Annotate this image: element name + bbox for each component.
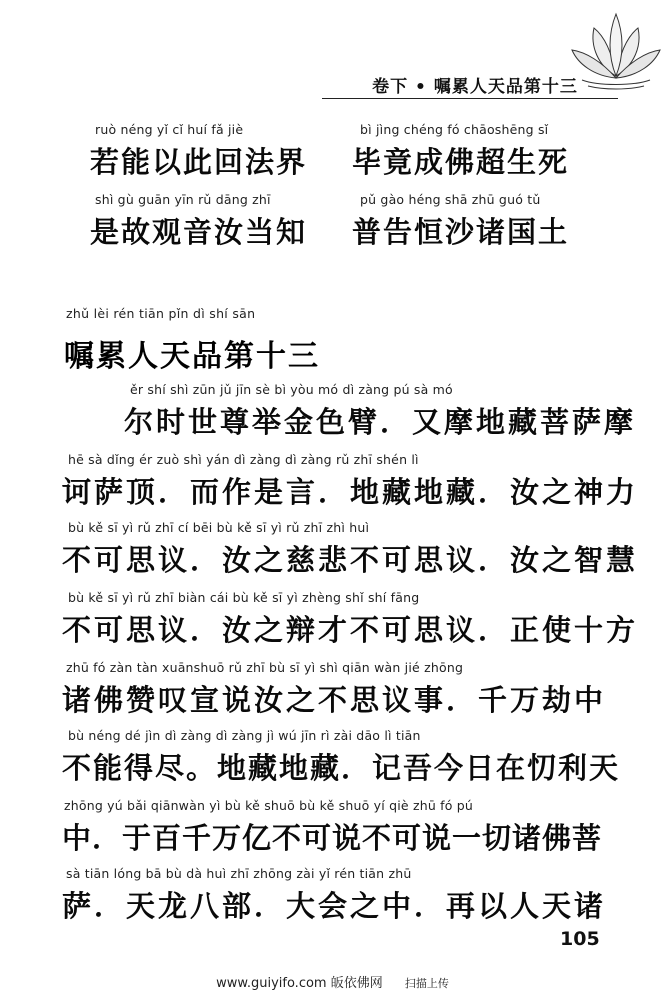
body-pinyin: hē sà dǐng ér zuò shì yán dì zàng dì zàng rǔ zhī shén lì <box>68 452 419 467</box>
verse-line: 普告恒沙诸国土 <box>352 215 570 249</box>
verse-line: 毕竟成佛超生死 <box>352 145 570 179</box>
chapter-title: 嘱累人天品第十三 <box>64 339 320 374</box>
body-line: 中．于百千万亿不可说不可说一切诸佛菩 <box>62 821 603 855</box>
header-divider <box>322 98 618 99</box>
body-line: 诃萨顶．而作是言．地藏地藏．汝之神力 <box>62 475 639 509</box>
verse-pinyin: shì gù guān yīn rǔ dāng zhī <box>95 192 271 207</box>
footer-note: 扫描上传 <box>404 977 449 990</box>
body-pinyin: bù néng dé jìn dì zàng dì zàng jì wú jīn rì zài dāo lì tiān <box>68 728 421 743</box>
footer <box>0 972 665 991</box>
body-line: 不可思议．汝之辩才不可思议．正使十方 <box>62 613 639 647</box>
body-pinyin: ěr shí shì zūn jǔ jīn sè bì yòu mó dì zàng pú sà mó <box>130 382 453 397</box>
body-line: 不能得尽。地藏地藏．记吾今日在忉利天 <box>62 751 621 785</box>
verse-pinyin: pǔ gào héng shā zhū guó tǔ <box>360 192 541 207</box>
body-pinyin: bù kě sī yì rǔ zhī cí bēi bù kě sī yì rǔ zhī zhì huì <box>68 520 370 535</box>
body-line: 尔时世尊举金色臂．又摩地藏菩萨摩 <box>124 405 637 439</box>
verse-line: 是故观音汝当知 <box>90 215 308 249</box>
body-line: 不可思议．汝之慈悲不可思议．汝之智慧 <box>62 543 639 577</box>
verse-line: 若能以此回法界 <box>90 145 308 179</box>
chapter-title-pinyin: zhǔ lèi rén tiān pǐn dì shí sān <box>66 306 256 321</box>
body-pinyin: sà tiān lóng bā bù dà huì zhī zhōng zài yǐ rén tiān zhū <box>66 866 412 881</box>
page-number: 105 <box>560 928 600 950</box>
verse-pinyin: ruò néng yǐ cǐ huí fǎ jiè <box>95 122 244 137</box>
body-pinyin: zhōng yú bǎi qiānwàn yì bù kě shuō bù kě shuō yí qiè zhū fó pú <box>64 798 474 813</box>
body-pinyin: zhū fó zàn tàn xuānshuō rǔ zhī bù sī yì shì qiān wàn jié zhōng <box>66 660 464 675</box>
footer-site[interactable]: www.guiyifo.com 皈依佛网 <box>216 976 383 991</box>
body-pinyin: bù kě sī yì rǔ zhī biàn cái bù kě sī yì zhèng shǐ shí fāng <box>68 590 420 605</box>
verse-pinyin: bì jìng chéng fó chāoshēng sǐ <box>360 122 549 137</box>
body-line: 诸佛赞叹宣说汝之不思议事．千万劫中 <box>62 683 607 717</box>
body-line: 萨．天龙八部．大会之中．再以人天诸 <box>62 889 607 923</box>
running-header: 卷下 • 嘱累人天品第十三 <box>372 77 578 97</box>
